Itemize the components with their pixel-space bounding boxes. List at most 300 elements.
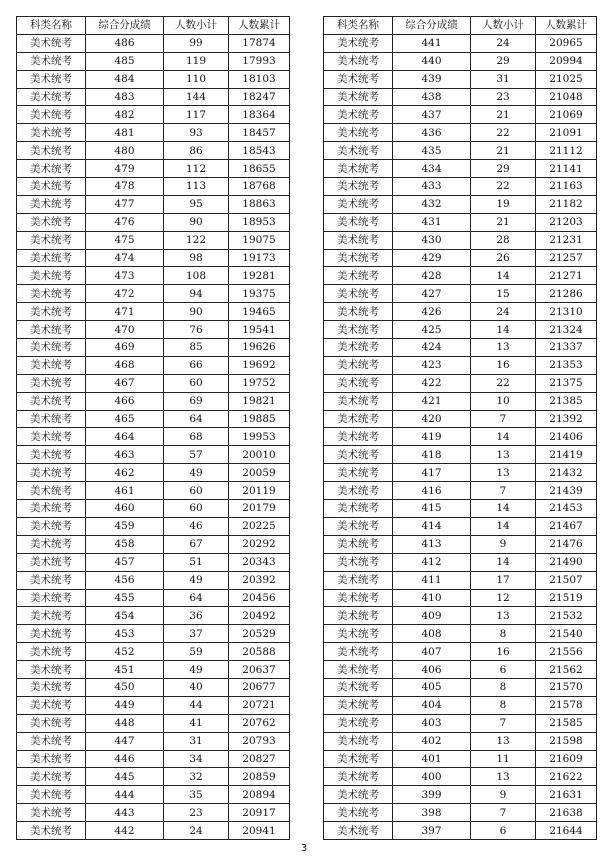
cell-cumulative: 21519 [536, 589, 597, 607]
cell-count: 90 [164, 213, 229, 231]
cell-score: 411 [393, 571, 471, 589]
cell-cumulative: 19075 [229, 231, 290, 249]
cell-cumulative: 21644 [536, 822, 597, 840]
table-row [17, 571, 290, 589]
cell-count: 13 [471, 607, 536, 625]
cell-category: 美术统考 [17, 643, 86, 661]
table-row [17, 70, 290, 88]
cell-count: 112 [164, 160, 229, 178]
cell-cumulative: 21112 [536, 142, 597, 160]
cell-count: 41 [164, 714, 229, 732]
table-header-row [324, 17, 597, 35]
cell-category: 美术统考 [324, 732, 393, 750]
cell-cumulative: 21141 [536, 160, 597, 178]
cell-category: 美术统考 [324, 714, 393, 732]
cell-count: 21 [471, 213, 536, 231]
cell-count: 8 [471, 625, 536, 643]
table-row [324, 589, 597, 607]
table-row [324, 52, 597, 70]
cell-category: 美术统考 [17, 732, 86, 750]
header-score: 综合分成绩 [86, 17, 164, 35]
cell-count: 34 [164, 750, 229, 768]
cell-category: 美术统考 [324, 70, 393, 88]
cell-cumulative: 21069 [536, 106, 597, 124]
cell-score: 445 [86, 768, 164, 786]
cell-cumulative: 21375 [536, 374, 597, 392]
cell-cumulative: 21507 [536, 571, 597, 589]
table-row [17, 249, 290, 267]
table-row [324, 714, 597, 732]
cell-count: 64 [164, 410, 229, 428]
cell-score: 481 [86, 124, 164, 142]
cell-count: 31 [164, 732, 229, 750]
cell-category: 美术统考 [324, 428, 393, 446]
table-row [17, 303, 290, 321]
cell-category: 美术统考 [17, 285, 86, 303]
cell-category: 美术统考 [17, 339, 86, 357]
cell-count: 66 [164, 356, 229, 374]
cell-count: 68 [164, 428, 229, 446]
cell-score: 478 [86, 178, 164, 196]
cell-cumulative: 19752 [229, 374, 290, 392]
table-row [17, 213, 290, 231]
cell-count: 49 [164, 464, 229, 482]
cell-category: 美术统考 [17, 804, 86, 822]
cell-count: 67 [164, 535, 229, 553]
cell-count: 46 [164, 517, 229, 535]
table-row [324, 625, 597, 643]
cell-category: 美术统考 [324, 786, 393, 804]
cell-cumulative: 21337 [536, 339, 597, 357]
cell-count: 37 [164, 625, 229, 643]
cell-cumulative: 20762 [229, 714, 290, 732]
cell-cumulative: 20179 [229, 500, 290, 518]
cell-score: 398 [393, 804, 471, 822]
cell-count: 7 [471, 714, 536, 732]
cell-cumulative: 18103 [229, 70, 290, 88]
table-row [324, 428, 597, 446]
cell-cumulative: 21163 [536, 178, 597, 196]
cell-category: 美术统考 [17, 607, 86, 625]
table-row [17, 589, 290, 607]
cell-score: 470 [86, 321, 164, 339]
cell-score: 409 [393, 607, 471, 625]
table-row [17, 750, 290, 768]
cell-count: 7 [471, 482, 536, 500]
cell-cumulative: 21286 [536, 285, 597, 303]
cell-count: 86 [164, 142, 229, 160]
cell-cumulative: 21609 [536, 750, 597, 768]
table-row [17, 643, 290, 661]
cell-score: 446 [86, 750, 164, 768]
table-row [324, 142, 597, 160]
cell-category: 美术统考 [324, 589, 393, 607]
cell-score: 425 [393, 321, 471, 339]
cell-cumulative: 18655 [229, 160, 290, 178]
cell-category: 美术统考 [17, 106, 86, 124]
cell-score: 430 [393, 231, 471, 249]
cell-score: 473 [86, 267, 164, 285]
cell-category: 美术统考 [324, 804, 393, 822]
table-row [324, 822, 597, 840]
cell-count: 64 [164, 589, 229, 607]
cell-category: 美术统考 [324, 661, 393, 679]
cell-score: 472 [86, 285, 164, 303]
cell-category: 美术统考 [17, 178, 86, 196]
cell-cumulative: 19821 [229, 392, 290, 410]
cell-count: 117 [164, 106, 229, 124]
cell-score: 451 [86, 661, 164, 679]
cell-category: 美术统考 [17, 88, 86, 106]
cell-score: 414 [393, 517, 471, 535]
cell-cumulative: 20010 [229, 446, 290, 464]
cell-count: 16 [471, 356, 536, 374]
cell-count: 13 [471, 464, 536, 482]
table-row [17, 732, 290, 750]
cell-category: 美术统考 [324, 52, 393, 70]
cell-cumulative: 18457 [229, 124, 290, 142]
table-row [324, 804, 597, 822]
cell-cumulative: 21532 [536, 607, 597, 625]
cell-score: 401 [393, 750, 471, 768]
cell-score: 413 [393, 535, 471, 553]
table-row [17, 356, 290, 374]
cell-score: 412 [393, 553, 471, 571]
score-table-right [323, 16, 597, 840]
cell-count: 24 [471, 34, 536, 52]
table-row [324, 213, 597, 231]
cell-cumulative: 20827 [229, 750, 290, 768]
table-row [324, 607, 597, 625]
cell-category: 美术统考 [17, 750, 86, 768]
cell-score: 464 [86, 428, 164, 446]
cell-cumulative: 21406 [536, 428, 597, 446]
cell-cumulative: 21578 [536, 696, 597, 714]
cell-cumulative: 18364 [229, 106, 290, 124]
cell-category: 美术统考 [324, 142, 393, 160]
table-row [324, 500, 597, 518]
cell-score: 424 [393, 339, 471, 357]
cell-count: 22 [471, 374, 536, 392]
cell-score: 467 [86, 374, 164, 392]
cell-cumulative: 21598 [536, 732, 597, 750]
cell-cumulative: 21585 [536, 714, 597, 732]
table-row [324, 517, 597, 535]
cell-cumulative: 20677 [229, 678, 290, 696]
table-row [324, 535, 597, 553]
cell-count: 13 [471, 339, 536, 357]
cell-score: 480 [86, 142, 164, 160]
cell-category: 美术统考 [324, 356, 393, 374]
cell-score: 437 [393, 106, 471, 124]
cell-cumulative: 21432 [536, 464, 597, 482]
cell-cumulative: 21540 [536, 625, 597, 643]
cell-count: 17 [471, 571, 536, 589]
cell-cumulative: 21467 [536, 517, 597, 535]
cell-cumulative: 20637 [229, 661, 290, 679]
cell-category: 美术统考 [17, 446, 86, 464]
cell-cumulative: 21025 [536, 70, 597, 88]
cell-score: 408 [393, 625, 471, 643]
table-row [324, 464, 597, 482]
cell-score: 407 [393, 643, 471, 661]
cell-count: 57 [164, 446, 229, 464]
cell-cumulative: 20492 [229, 607, 290, 625]
cell-cumulative: 19692 [229, 356, 290, 374]
cell-cumulative: 19375 [229, 285, 290, 303]
cell-count: 22 [471, 178, 536, 196]
cell-cumulative: 21570 [536, 678, 597, 696]
cell-count: 69 [164, 392, 229, 410]
cell-count: 44 [164, 696, 229, 714]
cell-category: 美术统考 [324, 571, 393, 589]
cell-cumulative: 21453 [536, 500, 597, 518]
cell-count: 49 [164, 571, 229, 589]
cell-count: 13 [471, 446, 536, 464]
cell-count: 9 [471, 786, 536, 804]
header-count: 人数小计 [471, 17, 536, 35]
cell-score: 435 [393, 142, 471, 160]
cell-count: 6 [471, 661, 536, 679]
cell-score: 440 [393, 52, 471, 70]
table-row [17, 822, 290, 840]
cell-count: 14 [471, 500, 536, 518]
cell-score: 420 [393, 410, 471, 428]
cell-cumulative: 20721 [229, 696, 290, 714]
cell-score: 459 [86, 517, 164, 535]
cell-category: 美术统考 [17, 661, 86, 679]
table-row [17, 34, 290, 52]
cell-cumulative: 20994 [536, 52, 597, 70]
cell-category: 美术统考 [324, 696, 393, 714]
cell-count: 13 [471, 732, 536, 750]
cell-category: 美术统考 [17, 410, 86, 428]
cell-cumulative: 18768 [229, 178, 290, 196]
table-row [324, 160, 597, 178]
cell-category: 美术统考 [324, 446, 393, 464]
cell-count: 108 [164, 267, 229, 285]
cell-category: 美术统考 [324, 410, 393, 428]
cell-cumulative: 18543 [229, 142, 290, 160]
cell-cumulative: 21638 [536, 804, 597, 822]
cell-score: 417 [393, 464, 471, 482]
page-number: 3 [300, 843, 308, 854]
cell-category: 美术统考 [17, 482, 86, 500]
cell-category: 美术统考 [17, 428, 86, 446]
cell-category: 美术统考 [17, 160, 86, 178]
cell-cumulative: 20392 [229, 571, 290, 589]
cell-count: 14 [471, 321, 536, 339]
header-category: 科类名称 [17, 17, 86, 35]
cell-score: 433 [393, 178, 471, 196]
cell-category: 美术统考 [17, 303, 86, 321]
cell-score: 419 [393, 428, 471, 446]
cell-score: 405 [393, 678, 471, 696]
cell-cumulative: 17874 [229, 34, 290, 52]
cell-score: 423 [393, 356, 471, 374]
table-row [17, 52, 290, 70]
cell-score: 448 [86, 714, 164, 732]
cell-category: 美术统考 [17, 625, 86, 643]
cell-category: 美术统考 [17, 267, 86, 285]
cell-category: 美术统考 [324, 768, 393, 786]
table-row [17, 714, 290, 732]
cell-score: 456 [86, 571, 164, 589]
cell-count: 99 [164, 34, 229, 52]
cell-category: 美术统考 [324, 553, 393, 571]
table-row [17, 517, 290, 535]
cell-score: 463 [86, 446, 164, 464]
cell-count: 60 [164, 374, 229, 392]
table-row [17, 696, 290, 714]
cell-score: 458 [86, 535, 164, 553]
cell-count: 94 [164, 285, 229, 303]
cell-cumulative: 21310 [536, 303, 597, 321]
cell-score: 438 [393, 88, 471, 106]
cell-score: 476 [86, 213, 164, 231]
table-row [324, 34, 597, 52]
cell-cumulative: 20588 [229, 643, 290, 661]
cell-cumulative: 19541 [229, 321, 290, 339]
table-row [324, 70, 597, 88]
table-body [17, 34, 290, 839]
cell-score: 455 [86, 589, 164, 607]
cell-score: 442 [86, 822, 164, 840]
table-header-row [17, 17, 290, 35]
table-row [17, 428, 290, 446]
header-cumulative: 人数累计 [229, 17, 290, 35]
cell-count: 90 [164, 303, 229, 321]
cell-score: 399 [393, 786, 471, 804]
cell-cumulative: 20456 [229, 589, 290, 607]
cell-category: 美术统考 [17, 356, 86, 374]
cell-category: 美术统考 [324, 750, 393, 768]
cell-cumulative: 19885 [229, 410, 290, 428]
table-row [17, 392, 290, 410]
cell-count: 95 [164, 195, 229, 213]
cell-cumulative: 19626 [229, 339, 290, 357]
cell-score: 466 [86, 392, 164, 410]
cell-cumulative: 20894 [229, 786, 290, 804]
cell-category: 美术统考 [17, 589, 86, 607]
cell-cumulative: 21182 [536, 195, 597, 213]
cell-category: 美术统考 [17, 195, 86, 213]
cell-count: 29 [471, 160, 536, 178]
cell-count: 26 [471, 249, 536, 267]
table-row [17, 482, 290, 500]
cell-cumulative: 21419 [536, 446, 597, 464]
cell-count: 113 [164, 178, 229, 196]
header-count: 人数小计 [164, 17, 229, 35]
table-row [17, 88, 290, 106]
cell-count: 98 [164, 249, 229, 267]
cell-cumulative: 21271 [536, 267, 597, 285]
cell-count: 14 [471, 267, 536, 285]
cell-score: 406 [393, 661, 471, 679]
cell-count: 23 [471, 88, 536, 106]
cell-score: 443 [86, 804, 164, 822]
cell-category: 美术统考 [324, 625, 393, 643]
cell-count: 8 [471, 696, 536, 714]
cell-category: 美术统考 [17, 213, 86, 231]
cell-cumulative: 20859 [229, 768, 290, 786]
cell-category: 美术统考 [17, 571, 86, 589]
cell-category: 美术统考 [324, 88, 393, 106]
cell-cumulative: 20529 [229, 625, 290, 643]
table-row [17, 410, 290, 428]
cell-cumulative: 20059 [229, 464, 290, 482]
cell-category: 美术统考 [324, 822, 393, 840]
cell-category: 美术统考 [17, 70, 86, 88]
cell-score: 449 [86, 696, 164, 714]
cell-count: 9 [471, 535, 536, 553]
cell-score: 454 [86, 607, 164, 625]
table-row [324, 786, 597, 804]
cell-cumulative: 20292 [229, 535, 290, 553]
cell-category: 美术统考 [17, 231, 86, 249]
table-row [17, 786, 290, 804]
cell-category: 美术统考 [324, 303, 393, 321]
cell-score: 416 [393, 482, 471, 500]
cell-category: 美术统考 [17, 500, 86, 518]
cell-score: 450 [86, 678, 164, 696]
cell-score: 482 [86, 106, 164, 124]
cell-score: 415 [393, 500, 471, 518]
table-row [324, 643, 597, 661]
cell-category: 美术统考 [17, 535, 86, 553]
cell-category: 美术统考 [17, 714, 86, 732]
table-row [324, 750, 597, 768]
cell-score: 421 [393, 392, 471, 410]
cell-category: 美术统考 [324, 231, 393, 249]
cell-category: 美术统考 [324, 321, 393, 339]
cell-cumulative: 21562 [536, 661, 597, 679]
table-row [17, 446, 290, 464]
cell-score: 439 [393, 70, 471, 88]
cell-score: 469 [86, 339, 164, 357]
table-row [324, 267, 597, 285]
cell-count: 36 [164, 607, 229, 625]
cell-category: 美术统考 [324, 643, 393, 661]
cell-count: 7 [471, 804, 536, 822]
cell-count: 119 [164, 52, 229, 70]
cell-cumulative: 21385 [536, 392, 597, 410]
cell-cumulative: 20343 [229, 553, 290, 571]
table-row [324, 356, 597, 374]
cell-score: 402 [393, 732, 471, 750]
cell-cumulative: 21231 [536, 231, 597, 249]
cell-category: 美术统考 [17, 124, 86, 142]
cell-count: 29 [471, 52, 536, 70]
table-row [324, 195, 597, 213]
cell-category: 美术统考 [324, 374, 393, 392]
cell-category: 美术统考 [17, 786, 86, 804]
table-body [324, 34, 597, 839]
cell-count: 122 [164, 231, 229, 249]
table-row [324, 374, 597, 392]
cell-score: 426 [393, 303, 471, 321]
cell-count: 28 [471, 231, 536, 249]
cell-category: 美术统考 [324, 482, 393, 500]
cell-cumulative: 21048 [536, 88, 597, 106]
cell-score: 447 [86, 732, 164, 750]
cell-count: 11 [471, 750, 536, 768]
cell-cumulative: 18247 [229, 88, 290, 106]
cell-category: 美术统考 [324, 34, 393, 52]
cell-category: 美术统考 [17, 249, 86, 267]
table-row [324, 124, 597, 142]
cell-category: 美术统考 [17, 696, 86, 714]
